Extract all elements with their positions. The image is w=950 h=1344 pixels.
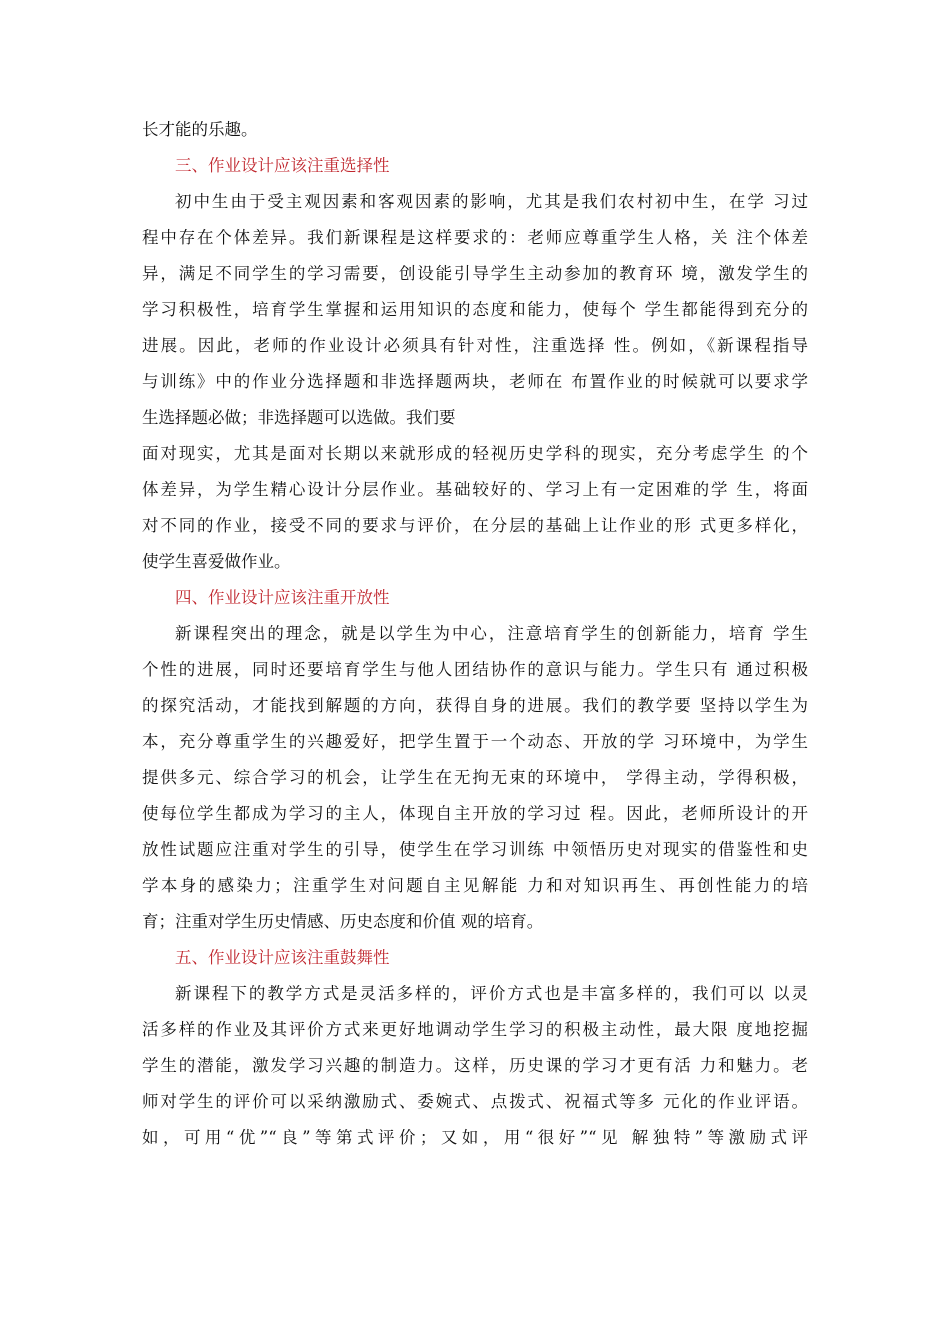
text-line: 面对现实，尤其是面对长期以来就形成的轻视历史学科的现实，充分考虑学生 的个 [142, 444, 808, 463]
paragraph-section-3-b [142, 436, 808, 580]
text-line: 师对学生的评价可以采纳激励式、委婉式、点拨式、祝福式等多 元化的作业评语。 [142, 1092, 808, 1111]
text-line: 活多样的作业及其评价方式来更好地调动学生学习的积极主动性，最大限 度地挖掘 [142, 1020, 808, 1039]
text-line: 长才能的乐趣。 [142, 120, 258, 139]
section-heading-5: 五、作业设计应该注重鼓舞性 [175, 948, 390, 967]
text-line: 新课程下的教学方式是灵活多样的，评价方式也是丰富多样的，我们可以 以灵 [175, 984, 808, 1003]
text-line: 的探究活动，才能找到解题的方向，获得自身的进展。我们的教学要 坚持以学生为 [142, 696, 808, 715]
text-line: 提供多元、综合学习的机会，让学生在无拘无束的环境中， 学得主动，学得积极， [142, 768, 808, 787]
text-line: 如，可用“优”“良”等第式评价；又如，用“很好”“见 解独特”等激励式评 [142, 1128, 808, 1147]
text-line: 与训练》中的作业分选择题和非选择题两块，老师在 布置作业的时候就可以要求学 [142, 372, 808, 391]
paragraph-section-3-a [142, 184, 808, 436]
text-line: 程中存在个体差异。我们新课程是这样要求的：老师应尊重学生人格，关 注个体差 [142, 228, 808, 247]
text-line: 进展。因此，老师的作业设计必须具有针对性，注重选择 性。例如，《新课程指导 [142, 336, 808, 355]
text-line: 学习积极性，培育学生掌握和运用知识的态度和能力，使每个 学生都能得到充分的 [142, 300, 808, 319]
text-line: 体差异，为学生精心设计分层作业。基础较好的、学习上有一定困难的学 生，将面 [142, 480, 808, 499]
paragraph-section-5 [142, 976, 808, 1156]
text-line: 学本身的感染力；注重学生对问题自主见解能 力和对知识再生、再创性能力的培 [142, 876, 808, 895]
text-line: 初中生由于受主观因素和客观因素的影响，尤其是我们农村初中生，在学 习过 [175, 192, 808, 211]
document-body [142, 112, 808, 1156]
section-heading-3: 三、作业设计应该注重选择性 [175, 156, 390, 175]
text-line: 使学生喜爱做作业。 [142, 552, 291, 571]
text-line: 育；注重对学生历史情感、历史态度和价值 观的培育。 [142, 912, 544, 931]
section-heading-4: 四、作业设计应该注重开放性 [175, 588, 390, 607]
text-line: 使每位学生都成为学习的主人，体现自主开放的学习过 程。因此，老师所设计的开 [142, 804, 808, 823]
text-line: 新课程突出的理念，就是以学生为中心，注意培育学生的创新能力，培育 学生 [175, 624, 808, 643]
text-line: 异，满足不同学生的学习需要，创设能引导学生主动参加的教育环 境，激发学生的 [142, 264, 808, 283]
paragraph-intro-tail [142, 112, 808, 148]
paragraph-section-4 [142, 616, 808, 940]
text-line: 放性试题应注重对学生的引导，使学生在学习训练 中领悟历史对现实的借鉴性和史 [142, 840, 808, 859]
text-line: 学生的潜能，激发学习兴趣的制造力。这样，历史课的学习才更有活 力和魅力。老 [142, 1056, 808, 1075]
text-line: 对不同的作业，接受不同的要求与评价，在分层的基础上让作业的形 式更多样化， [142, 516, 808, 535]
text-line: 本，充分尊重学生的兴趣爱好，把学生置于一个动态、开放的学 习环境中，为学生 [142, 732, 808, 751]
text-line: 生选择题必做；非选择题可以选做。我们要 [142, 408, 456, 427]
text-line: 个性的进展，同时还要培育学生与他人团结协作的意识与能力。学生只有 通过积极 [142, 660, 808, 679]
